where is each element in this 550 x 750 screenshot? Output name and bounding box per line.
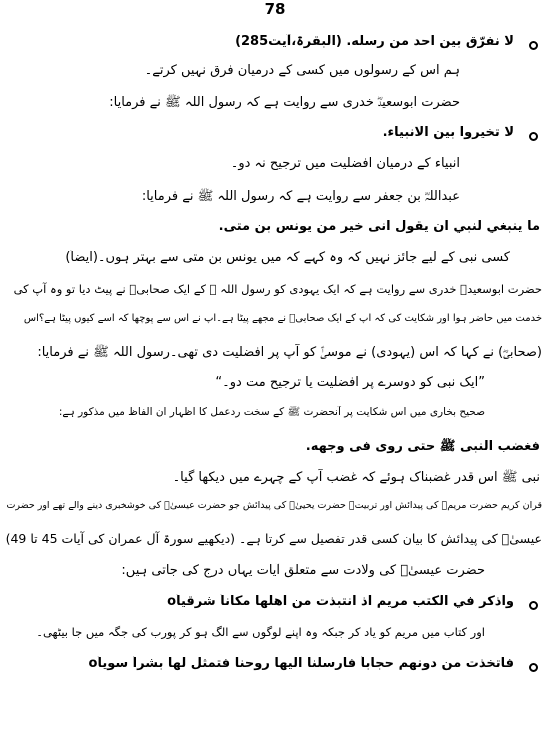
urdu-text-line: حضرت عیسیٰؑ کی ولادت سے متعلق آیات یہاں درج کی جاتی ہیں: [121, 563, 485, 578]
arabic-text-line: لا تخيروا بين الانبياء. [382, 125, 514, 140]
arabic-text-line: فاتخذت من دونهم حجاباً فارسلنا اليها روحنا فتمثل لها بشراً سوياًo [88, 656, 514, 671]
urdu-text-line: اور کتاب میں مریم کو یاد کر جبکہ وہ اپنے لوگوں سے الگ ہو کر پورب کی جگہ میں جا بیٹھی۔ [36, 625, 485, 639]
urdu-text-line: حضرت ابوسعیدؓ خدری سے روایت ہے کہ ایک یہودی کو رسول اللہ ﷺ کے ایک صحابیؓ نے پیٹ دیا تو وہ آپ کی [13, 282, 542, 296]
urdu-text-line: عیسیٰؑ کی پیدائش کا بیان کسی قدر تفصیل سے کرتا ہے۔ (دیکھیے سورۃ آل عمران کی آیات 45 تا 49) [6, 531, 542, 546]
urdu-text-line: نبی ﷺ اس قدر غضبناک ہوئے کہ غضب آپ کے چہرے میں دیکھا گیا۔ [172, 470, 540, 485]
page-number: 78 [264, 0, 286, 18]
arabic-text-line: واذكر في الكتب مريم اذ انتبذت من اهلها مكاناً شرقياًo [167, 594, 514, 609]
arabic-text-line: ما ينبغي لنبي ان يقول انى خير من يونس بن متى. [218, 219, 540, 234]
urdu-text-line: انبیاء کے درمیان افضلیت میں ترجیح نہ دو۔ [230, 156, 460, 171]
urdu-text-line: عبداللہؓ بن جعفر سے روایت ہے کہ رسول اللہ ﷺ نے فرمایا: [141, 189, 460, 204]
bullet-icon [529, 41, 538, 50]
urdu-text-line: صحیح بخاری میں اس شکایت پر آنحضرت ﷺ کے سخت ردعمل کا اظہار ان الفاظ میں مذکور ہے: [58, 406, 485, 418]
urdu-text-line: ہم اس کے رسولوں میں کسی کے درمیان فرق نہیں کرتے۔ [144, 63, 460, 78]
urdu-text-line: ”ایک نبی کو دوسرے پر افضلیت یا ترجیح مت دو۔“ [215, 375, 485, 390]
arabic-text-line: فغضب النبى ﷺ حتى روى فى وجهه. [305, 439, 540, 454]
bullet-icon [529, 663, 538, 672]
arabic-text-line: لا نفرّق بين احد من رسله. (البقرۃ،آیت285) [235, 34, 514, 49]
bullet-icon [529, 601, 538, 610]
urdu-text-line: قرآن کریم حضرت مریمؑ کی پیدائش اور تربیتؑ حضرت یحییٰؑ کی پیدائش جو حضرت عیسیٰؑ کی خوشخبری دینے والے تھے اور حضرت [6, 500, 542, 511]
urdu-text-line: (صحابیؓ) نے کہا کہ اس (یہودی) نے موسیٰؑ کو آپ پر افضلیت دی تھی۔رسول اللہ ﷺ نے فرمایا: [37, 345, 542, 360]
urdu-text-line: حضرت ابوسعیدؓ خدری سے روایت ہے کہ رسول اللہ ﷺ نے فرمایا: [109, 95, 460, 110]
urdu-text-line: خدمت میں حاضر ہوا اور شکایت کی کہ آپ کے ایک صحابیؓ نے مجھے پیٹا ہے۔آپ نے اس سے پوچھا کہ اسے کیوں پیٹا ہے؟اس [23, 313, 542, 324]
urdu-text-line: کسی نبی کے لیے جائز نہیں کہ وہ کہے کہ میں یونس بن متی سے بہتر ہوں۔(ایضاً) [65, 250, 510, 265]
bullet-icon [529, 132, 538, 141]
